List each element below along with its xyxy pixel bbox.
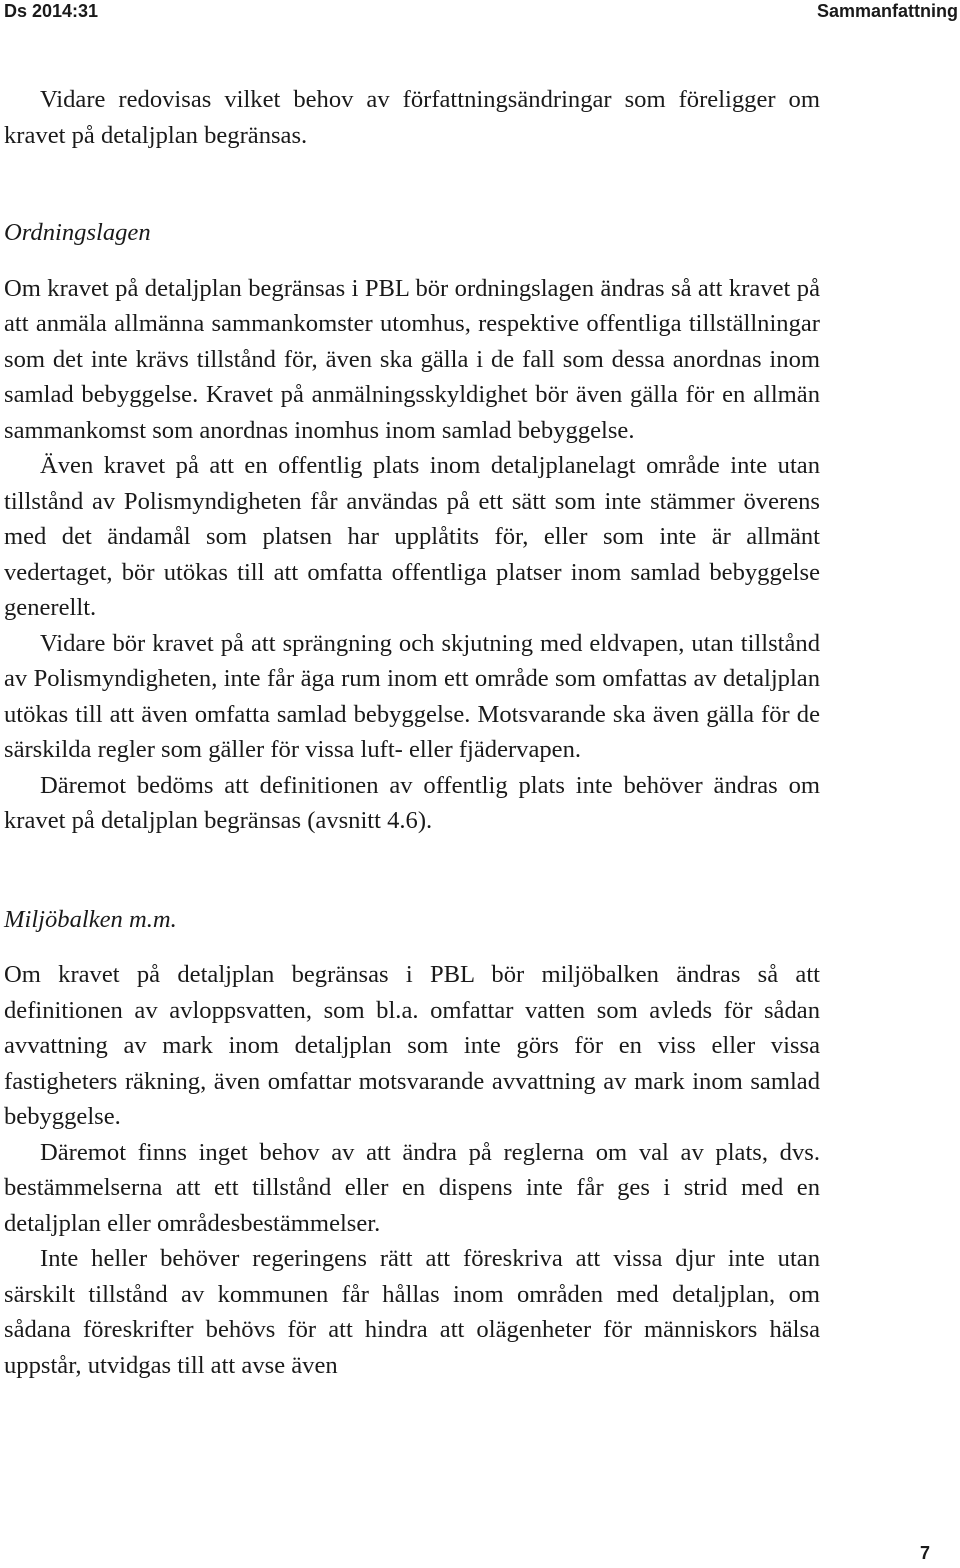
section-heading: Ordningslagen [4, 219, 151, 246]
paragraph: Även kravet på att en offentlig plats inom detaljplanelagt område inte utan tillstånd av Polismyndigheten får användas på ett sätt som inte stämmer överens med det ändamål som platsen har upplåtits för, eller som inte är allmänt vedertaget, bör utökas till att omfatta offentliga platser inom samlad bebyggelse generellt. [4, 452, 820, 621]
paragraph: Däremot bedöms att definitionen av offentlig plats inte behöver ändras om kravet på detaljplan begränsas (avsnitt 4.6). [4, 771, 820, 834]
body-text [4, 82, 820, 1383]
section-ordningslagen [4, 215, 820, 839]
section-miljobalken [4, 902, 820, 1384]
section-gap [4, 153, 820, 215]
section-heading: Miljöbalken m.m. [4, 905, 177, 933]
document-id: Ds 2014:31 [4, 1, 99, 21]
chapter-title: Sammanfattning [816, 1, 958, 21]
paragraph: Om kravet på detaljplan begränsas i PBL bör miljöbalken ändras så att definitionen av avloppsvatten, som bl.a. omfattar vatten som avleds för sådan avvattning av mark inom detaljplan som inte görs för en viss eller vissa fastigheters räkning, även omfattar motsvarande avvattning av mark inom samlad bebyggelse. [4, 961, 820, 1130]
paragraph: Om kravet på detaljplan begränsas i PBL bör ordningslagen ändras så att kravet på att anmäla allmänna sammankomster utomhus, respektive offentliga tillställningar som det inte krävs tillstånd för, även ska gälla i de fall som dessa anordnas inom samlad bebyggelse. Kravet på anmälningsskyldighet bör även gälla för en allmän sammankomst som anordnas inomhus inom samlad bebyggelse. [4, 274, 820, 444]
intro-paragraph: Vidare redovisas vilket behov av författningsändringar som föreligger om kravet på detaljplan begränsas. [4, 86, 820, 149]
section-gap [4, 839, 820, 902]
page-number: 7 [919, 1543, 930, 1563]
paragraph: Däremot finns inget behov av att ändra på reglerna om val av plats, dvs. bestämmelserna att ett tillstånd eller en dispens inte får ges i strid med en detaljplan eller områdesbestämmelser. [4, 1138, 820, 1237]
paragraph: Inte heller behöver regeringens rätt att föreskriva att vissa djur inte utan särskilt tillstånd av kommunen får hållas inom områden med detaljplan, om sådana föreskrifter behövs för att hindra att olägenheter för människors hälsa uppstår, utvidgas till att avse även [4, 1245, 820, 1379]
running-header [0, 0, 960, 24]
paragraph: Vidare bör kravet på att sprängning och skjutning med eldvapen, utan tillstånd av Polismyndigheten, inte får äga rum inom ett område som omfattas av detaljplan utökas till att även omfatta samlad bebyggelse. Motsvarande ska även gälla för de särskilda regler som gäller för vissa luft- eller fjädervapen. [4, 629, 820, 763]
